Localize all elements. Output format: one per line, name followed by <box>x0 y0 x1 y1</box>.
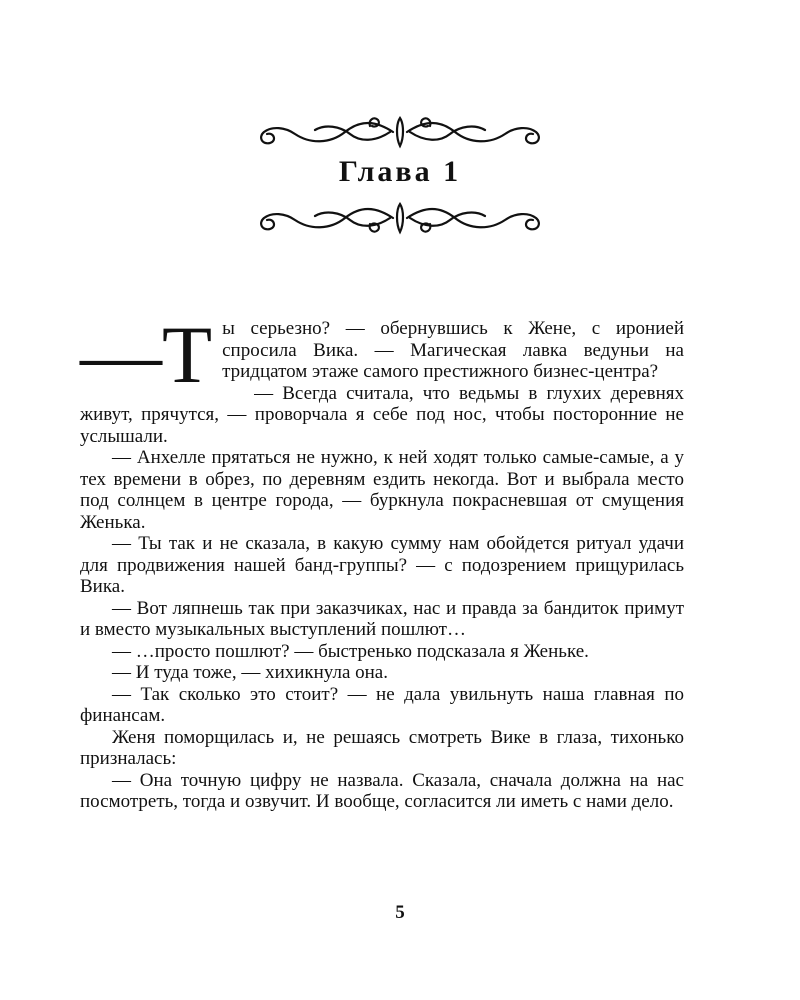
ornament-bottom <box>250 198 550 238</box>
paragraph: — И туда тоже, — хихикнула она. <box>112 662 388 683</box>
paragraph: — Вот ляпнешь так при заказчиках, нас и правда за бандиток примут и вместо музыкальных выступлений пошлют… <box>80 597 684 640</box>
flourish-divider-icon <box>250 112 550 152</box>
chapter-title: Глава 1 <box>338 155 462 188</box>
paragraph: —Т ы серьезно? — обернувшись к Жене, с иронией спросила Вика. — Магическая лавка ведуньи на тридцатом этаже самого престижного бизнес-центра? <box>80 309 684 400</box>
paragraph: — Всегда считала, что ведьмы в глухих деревнях живут, прячутся, — проворчала я себе под нос, чтобы посторонние не услышали. <box>80 382 684 447</box>
paragraph: — Анхелле прятаться не нужно, к ней ходят только самые-самые, а у тех времени в обрез, по деревням ездить некогда. Вот и выбрала место под солнцем в центре города, — буркнула покрасневшая от смущения Женька. <box>80 447 684 533</box>
drop-cap: —Т <box>80 309 213 400</box>
chapter-body <box>80 309 684 813</box>
ornament-top <box>250 112 550 152</box>
paragraph: Женя поморщилась и, не решаясь смотреть Вике в глаза, тихонько призналась: <box>80 726 684 769</box>
paragraph: — Так сколько это стоит? — не дала увильнуть наша главная по финансам. <box>80 683 684 726</box>
paragraph: — …просто пошлют? — быстренько подсказала я Женьке. <box>112 640 589 662</box>
page-number: 5 <box>395 902 405 923</box>
paragraph: — Ты так и не сказала, в какую сумму нам обойдется ритуал удачи для продвижения нашей банд-группы? — с подозрением прищурилась Вика. <box>80 533 684 597</box>
paragraph: — Она точную цифру не назвала. Сказала, сначала должна на нас посмотреть, тогда и озвучит. И вообще, согласится ли иметь с нами дело. <box>80 769 684 812</box>
flourish-divider-icon <box>250 198 550 238</box>
